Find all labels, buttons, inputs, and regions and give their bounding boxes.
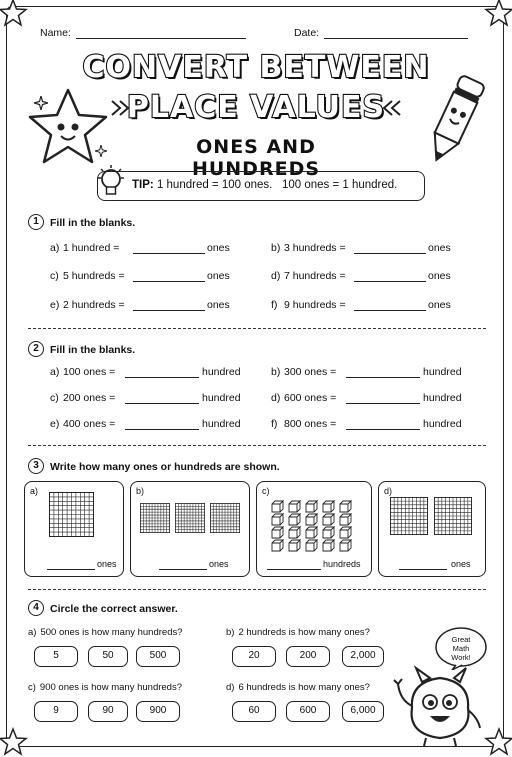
item-letter: c)	[50, 270, 59, 282]
ones-cube-icon	[323, 540, 334, 551]
answer-blank[interactable]	[133, 281, 205, 282]
ones-cube-icon	[340, 527, 351, 538]
ones-cube-icon	[272, 527, 283, 538]
tip-body: 1 hundred = 100 ones. 100 ones = 1 hundred.	[156, 179, 398, 191]
answer-blank[interactable]	[133, 310, 205, 311]
answer-blank[interactable]	[354, 310, 426, 311]
section1-item	[271, 242, 486, 256]
ones-cube-icon	[323, 501, 334, 512]
section1-item	[271, 270, 486, 284]
item-unit: ones	[207, 242, 230, 254]
hundred-flat-icon	[175, 503, 205, 533]
question-prompt: 6 hundreds is how many ones?	[238, 682, 370, 693]
question-text	[226, 627, 370, 638]
title-line-1: CONVERT BETWEEN	[82, 50, 430, 85]
section2-item	[50, 392, 265, 406]
item-unit: ones	[428, 270, 451, 282]
section-divider	[28, 589, 486, 590]
section-3-title: Write how many ones or hundreds are shown.	[50, 461, 280, 473]
ones-cube-icon	[289, 514, 300, 525]
question-prompt: 2 hundreds is how many ones?	[238, 627, 370, 638]
ones-cube-icon	[306, 527, 317, 538]
name-label: Name:	[40, 27, 71, 39]
ones-cubes-group	[269, 498, 365, 554]
item-unit: hundred	[423, 392, 462, 404]
ones-cube-icon	[306, 501, 317, 512]
tip-label: TIP:	[132, 179, 154, 191]
card-unit: hundreds	[323, 559, 361, 569]
ones-cube-icon	[272, 540, 283, 551]
item-letter: a)	[50, 242, 60, 254]
model-card-a	[24, 481, 124, 577]
section-divider	[28, 445, 486, 446]
item-letter: c)	[50, 392, 59, 404]
sparkle-icon	[95, 145, 107, 157]
item-prompt: 5 hundreds =	[63, 270, 125, 282]
answer-option-button[interactable]: 60	[232, 701, 276, 722]
section2-item	[271, 418, 486, 432]
question-text	[28, 627, 183, 638]
date-field[interactable]	[324, 38, 468, 39]
item-letter: a)	[50, 366, 60, 378]
hundred-flat-icon	[140, 503, 170, 533]
answer-blank[interactable]	[159, 569, 207, 570]
corner-star-icon	[484, 0, 512, 28]
answer-blank[interactable]	[125, 403, 199, 404]
speech-line-2: Math	[452, 644, 470, 653]
hundred-flat-icon	[434, 497, 472, 535]
item-letter: b)	[271, 366, 281, 378]
item-unit: hundred	[202, 392, 241, 404]
item-letter: f)	[271, 299, 278, 311]
item-prompt: 100 ones =	[63, 366, 116, 378]
item-letter: e)	[50, 299, 60, 311]
question-letter: b)	[226, 627, 235, 638]
ones-cube-icon	[340, 501, 351, 512]
answer-option-button[interactable]: 6,000	[342, 701, 384, 722]
section-1-title: Fill in the blanks.	[50, 217, 136, 229]
question-prompt: 900 ones is how many hundreds?	[39, 682, 182, 693]
hundred-flat-icon	[49, 492, 94, 537]
item-letter: f)	[271, 418, 278, 430]
answer-option-button[interactable]: 9	[34, 701, 78, 722]
question-text	[226, 682, 370, 693]
item-prompt: 400 ones =	[63, 418, 116, 430]
answer-option-button[interactable]: 90	[88, 701, 128, 722]
section1-item	[50, 299, 265, 313]
section1-item	[50, 270, 265, 284]
ones-cube-icon	[306, 540, 317, 551]
item-letter: d)	[271, 270, 281, 282]
ones-cube-icon	[340, 540, 351, 551]
subtitle: ONES AND HUNDREDS	[191, 136, 321, 180]
answer-blank[interactable]	[346, 403, 420, 404]
section1-item	[271, 299, 486, 313]
answer-option-button[interactable]: 600	[286, 701, 330, 722]
question-letter: c)	[28, 682, 36, 693]
answer-option-button[interactable]: 5	[34, 646, 78, 667]
corner-star-icon	[0, 727, 28, 757]
item-letter: d)	[271, 392, 281, 404]
answer-option-button[interactable]: 2,000	[342, 646, 384, 667]
item-prompt: 600 ones =	[284, 392, 337, 404]
section-4-number: 4	[28, 600, 44, 616]
speech-bubble-text	[434, 635, 488, 662]
ones-cube-icon	[323, 527, 334, 538]
answer-blank[interactable]	[125, 377, 199, 378]
item-prompt: 2 hundreds =	[63, 299, 125, 311]
item-prompt: 9 hundreds =	[284, 299, 346, 311]
question-letter: d)	[226, 682, 235, 693]
item-unit: hundred	[423, 366, 462, 378]
answer-blank[interactable]	[399, 569, 447, 570]
section-1-number: 1	[28, 214, 44, 230]
ones-cube-icon	[340, 514, 351, 525]
date-label: Date:	[294, 27, 320, 39]
section-divider	[28, 328, 486, 329]
section2-item	[271, 392, 486, 406]
item-prompt: 300 ones =	[284, 366, 337, 378]
card-letter: a)	[30, 486, 39, 496]
speech-line-1: Great	[451, 635, 471, 644]
item-prompt: 7 hundreds =	[284, 270, 346, 282]
monster-mascot-icon	[392, 664, 488, 748]
question-prompt: 500 ones is how many hundreds?	[40, 627, 183, 638]
item-unit: hundred	[202, 366, 241, 378]
sparkle-icon	[34, 96, 48, 110]
section-2-number: 2	[28, 341, 44, 357]
item-unit: ones	[428, 299, 451, 311]
item-unit: hundred	[423, 418, 462, 430]
question-text	[28, 682, 182, 693]
model-card-c	[256, 481, 372, 577]
ones-cube-icon	[306, 514, 317, 525]
title-line-2: PLACE VALUES	[126, 90, 386, 125]
answer-blank[interactable]	[354, 281, 426, 282]
ones-cube-icon	[323, 514, 334, 525]
item-prompt: 200 ones =	[63, 392, 116, 404]
hundred-flat-icon	[210, 503, 240, 533]
answer-blank[interactable]	[47, 569, 95, 570]
corner-star-icon	[0, 0, 28, 28]
section2-item	[50, 366, 265, 380]
card-letter: b)	[136, 486, 145, 496]
item-unit: ones	[428, 242, 451, 254]
item-letter: b)	[271, 242, 281, 254]
question-letter: a)	[28, 627, 37, 638]
item-unit: ones	[207, 270, 230, 282]
section1-item	[50, 242, 265, 256]
speech-line-3: Work!	[451, 653, 471, 662]
section2-item	[50, 418, 265, 432]
section2-item	[271, 366, 486, 380]
ones-cube-icon	[289, 501, 300, 512]
pencil-mascot-icon	[420, 70, 490, 170]
answer-blank[interactable]	[346, 377, 420, 378]
card-unit: ones	[97, 559, 117, 569]
section-4-title: Circle the correct answer.	[50, 603, 178, 615]
ones-cube-icon	[272, 514, 283, 525]
section-3-number: 3	[28, 458, 44, 474]
card-letter: c)	[262, 486, 270, 496]
answer-blank[interactable]	[346, 429, 420, 430]
item-prompt: 800 ones =	[284, 418, 337, 430]
answer-option-button[interactable]: 900	[136, 701, 180, 722]
tip-text	[132, 179, 397, 191]
answer-option-button[interactable]: 500	[136, 646, 180, 667]
item-unit: ones	[207, 299, 230, 311]
answer-blank[interactable]	[133, 253, 205, 254]
ones-cube-icon	[289, 527, 300, 538]
answer-blank[interactable]	[354, 253, 426, 254]
model-card-b	[130, 481, 250, 577]
answer-blank[interactable]	[125, 429, 199, 430]
ones-cube-icon	[272, 501, 283, 512]
card-unit: ones	[451, 559, 471, 569]
answer-blank[interactable]	[267, 569, 321, 570]
item-prompt: 1 hundred =	[63, 242, 120, 254]
item-letter: e)	[50, 418, 60, 430]
answer-option-button[interactable]: 50	[88, 646, 128, 667]
item-unit: hundred	[202, 418, 241, 430]
model-card-d	[378, 481, 486, 577]
card-unit: ones	[209, 559, 229, 569]
hundred-flat-icon	[390, 497, 428, 535]
chevron-left-icon	[380, 98, 404, 118]
corner-star-icon	[484, 727, 512, 757]
item-prompt: 3 hundreds =	[284, 242, 346, 254]
ones-cube-icon	[289, 540, 300, 551]
answer-option-button[interactable]: 200	[286, 646, 330, 667]
section-2-title: Fill in the blanks.	[50, 344, 136, 356]
answer-option-button[interactable]: 20	[232, 646, 276, 667]
card-letter: d)	[384, 486, 393, 496]
name-field[interactable]	[76, 38, 246, 39]
